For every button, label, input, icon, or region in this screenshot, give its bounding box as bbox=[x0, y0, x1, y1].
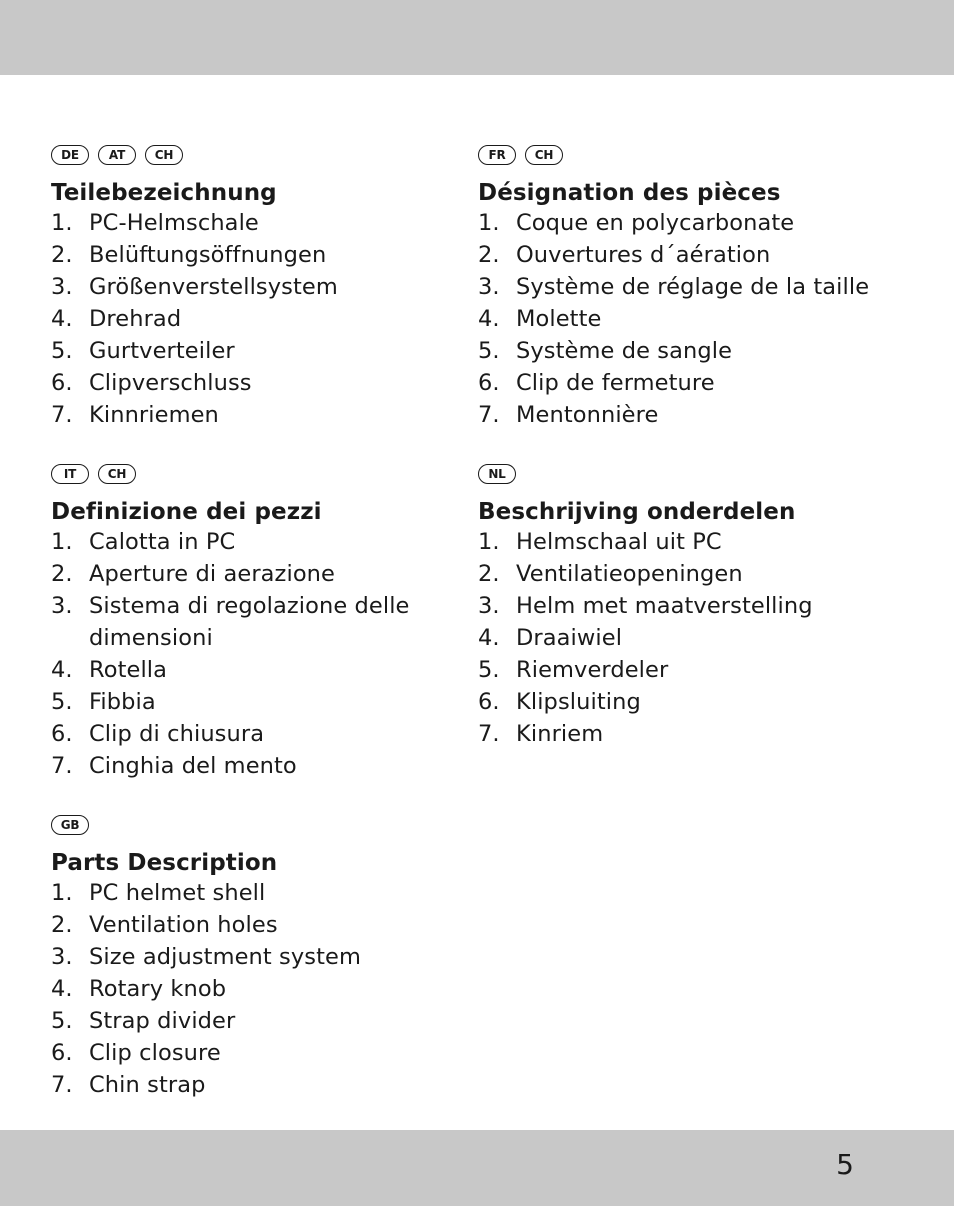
list-item bbox=[478, 590, 918, 622]
parts-list bbox=[51, 526, 491, 782]
list-item bbox=[478, 654, 918, 686]
item-number: 1. bbox=[478, 529, 500, 555]
item-number: 1. bbox=[478, 210, 500, 236]
item-text: Aperture di aerazione bbox=[89, 561, 335, 587]
list-item bbox=[51, 941, 491, 973]
item-number: 1. bbox=[51, 529, 73, 555]
list-item bbox=[478, 399, 918, 431]
list-item bbox=[51, 335, 491, 367]
list-item bbox=[51, 367, 491, 399]
list-item bbox=[51, 973, 491, 1005]
header-band bbox=[0, 0, 954, 75]
item-text: Größenverstellsystem bbox=[89, 274, 338, 300]
item-number: 1. bbox=[51, 880, 73, 906]
page-number: 5 bbox=[836, 1148, 854, 1181]
item-text: Clip de fermeture bbox=[516, 370, 715, 396]
list-item bbox=[478, 718, 918, 750]
list-item bbox=[478, 207, 918, 239]
list-item bbox=[478, 335, 918, 367]
item-number: 5. bbox=[51, 1008, 73, 1034]
language-badge: CH bbox=[145, 145, 183, 165]
item-text: Fibbia bbox=[89, 689, 156, 715]
item-number: 3. bbox=[51, 274, 73, 300]
list-item bbox=[478, 558, 918, 590]
item-text: Molette bbox=[516, 306, 602, 332]
item-text: Système de réglage de la taille bbox=[516, 274, 870, 300]
item-number: 4. bbox=[51, 306, 73, 332]
section-it bbox=[51, 463, 491, 782]
list-item bbox=[51, 718, 491, 750]
language-badge: CH bbox=[525, 145, 563, 165]
list-item bbox=[51, 686, 491, 718]
item-text: Draaiwiel bbox=[516, 625, 623, 651]
item-text: Belüftungsöffnungen bbox=[89, 242, 327, 268]
section-title: Parts Description bbox=[51, 850, 278, 876]
item-number: 4. bbox=[51, 976, 73, 1002]
language-badge: GB bbox=[51, 815, 89, 835]
footer-band bbox=[0, 1130, 954, 1206]
item-number: 2. bbox=[478, 561, 500, 587]
item-text: Kinriem bbox=[516, 721, 604, 747]
item-text: Klipsluiting bbox=[516, 689, 641, 715]
language-badges bbox=[478, 463, 918, 485]
language-badge: FR bbox=[478, 145, 516, 165]
list-item bbox=[478, 239, 918, 271]
item-text: Gurtverteiler bbox=[89, 338, 235, 364]
item-number: 7. bbox=[478, 721, 500, 747]
list-item bbox=[51, 750, 491, 782]
list-item bbox=[51, 239, 491, 271]
list-item bbox=[51, 1005, 491, 1037]
language-badges bbox=[478, 144, 918, 166]
list-item bbox=[51, 399, 491, 431]
language-badge: NL bbox=[478, 464, 516, 484]
item-text: Strap divider bbox=[89, 1008, 236, 1034]
list-item bbox=[478, 271, 918, 303]
item-number: 5. bbox=[51, 689, 73, 715]
item-text: Ouvertures d´aération bbox=[516, 242, 771, 268]
item-number: 5. bbox=[51, 338, 73, 364]
language-badges bbox=[51, 463, 491, 485]
language-badges bbox=[51, 814, 491, 836]
parts-list bbox=[478, 207, 918, 431]
item-text: PC-Helmschale bbox=[89, 210, 259, 236]
item-text: Clip di chiusura bbox=[89, 721, 265, 747]
item-text: Ventilation holes bbox=[89, 912, 278, 938]
list-item bbox=[478, 303, 918, 335]
item-number: 7. bbox=[51, 753, 73, 779]
item-text: Sistema di regolazione delle dimensioni bbox=[89, 593, 410, 651]
item-number: 2. bbox=[51, 912, 73, 938]
item-number: 6. bbox=[51, 721, 73, 747]
item-number: 4. bbox=[478, 306, 500, 332]
item-number: 6. bbox=[478, 370, 500, 396]
section-nl bbox=[478, 463, 918, 750]
item-text: Kinnriemen bbox=[89, 402, 219, 428]
item-text: PC helmet shell bbox=[89, 880, 266, 906]
section-fr bbox=[478, 144, 918, 431]
item-number: 3. bbox=[51, 944, 73, 970]
item-text: Calotta in PC bbox=[89, 529, 236, 555]
item-text: Clip closure bbox=[89, 1040, 221, 1066]
item-number: 6. bbox=[478, 689, 500, 715]
section-title: Definizione dei pezzi bbox=[51, 499, 322, 525]
parts-list bbox=[51, 877, 491, 1101]
list-item bbox=[51, 1037, 491, 1069]
item-number: 7. bbox=[478, 402, 500, 428]
section-de bbox=[51, 144, 491, 431]
language-badge: CH bbox=[98, 464, 136, 484]
item-number: 7. bbox=[51, 402, 73, 428]
item-text: Mentonnière bbox=[516, 402, 659, 428]
item-text: Riemverdeler bbox=[516, 657, 669, 683]
item-number: 4. bbox=[478, 625, 500, 651]
item-number: 2. bbox=[51, 242, 73, 268]
item-number: 7. bbox=[51, 1072, 73, 1098]
language-badge: IT bbox=[51, 464, 89, 484]
item-text: Rotella bbox=[89, 657, 168, 683]
section-gb bbox=[51, 814, 491, 1101]
item-text: Chin strap bbox=[89, 1072, 206, 1098]
section-title: Désignation des pièces bbox=[478, 180, 781, 206]
section-title: Teilebezeichnung bbox=[51, 180, 277, 206]
list-item bbox=[51, 654, 491, 686]
section-title: Beschrijving onderdelen bbox=[478, 499, 796, 525]
item-number: 5. bbox=[478, 657, 500, 683]
list-item bbox=[478, 622, 918, 654]
language-badges bbox=[51, 144, 491, 166]
language-badge: DE bbox=[51, 145, 89, 165]
item-text: Coque en polycarbonate bbox=[516, 210, 795, 236]
item-text: Ventilatieopeningen bbox=[516, 561, 743, 587]
item-number: 5. bbox=[478, 338, 500, 364]
list-item bbox=[51, 590, 491, 654]
item-number: 3. bbox=[478, 593, 500, 619]
parts-list bbox=[478, 526, 918, 750]
list-item bbox=[51, 1069, 491, 1101]
item-text: Clipverschluss bbox=[89, 370, 252, 396]
list-item bbox=[51, 271, 491, 303]
parts-list bbox=[51, 207, 491, 431]
item-number: 4. bbox=[51, 657, 73, 683]
item-number: 6. bbox=[51, 370, 73, 396]
list-item bbox=[51, 909, 491, 941]
language-badge: AT bbox=[98, 145, 136, 165]
item-number: 2. bbox=[478, 242, 500, 268]
item-number: 1. bbox=[51, 210, 73, 236]
list-item bbox=[478, 367, 918, 399]
list-item bbox=[51, 526, 491, 558]
list-item bbox=[478, 686, 918, 718]
item-number: 3. bbox=[478, 274, 500, 300]
list-item bbox=[478, 526, 918, 558]
item-text: Helmschaal uit PC bbox=[516, 529, 722, 555]
list-item bbox=[51, 207, 491, 239]
item-text: Helm met maatverstelling bbox=[516, 593, 813, 619]
item-text: Cinghia del mento bbox=[89, 753, 297, 779]
item-text: Rotary knob bbox=[89, 976, 227, 1002]
list-item bbox=[51, 303, 491, 335]
item-text: Système de sangle bbox=[516, 338, 733, 364]
list-item bbox=[51, 877, 491, 909]
item-number: 6. bbox=[51, 1040, 73, 1066]
list-item bbox=[51, 558, 491, 590]
item-text: Drehrad bbox=[89, 306, 182, 332]
item-text: Size adjustment system bbox=[89, 944, 362, 970]
item-number: 3. bbox=[51, 593, 73, 619]
item-number: 2. bbox=[51, 561, 73, 587]
